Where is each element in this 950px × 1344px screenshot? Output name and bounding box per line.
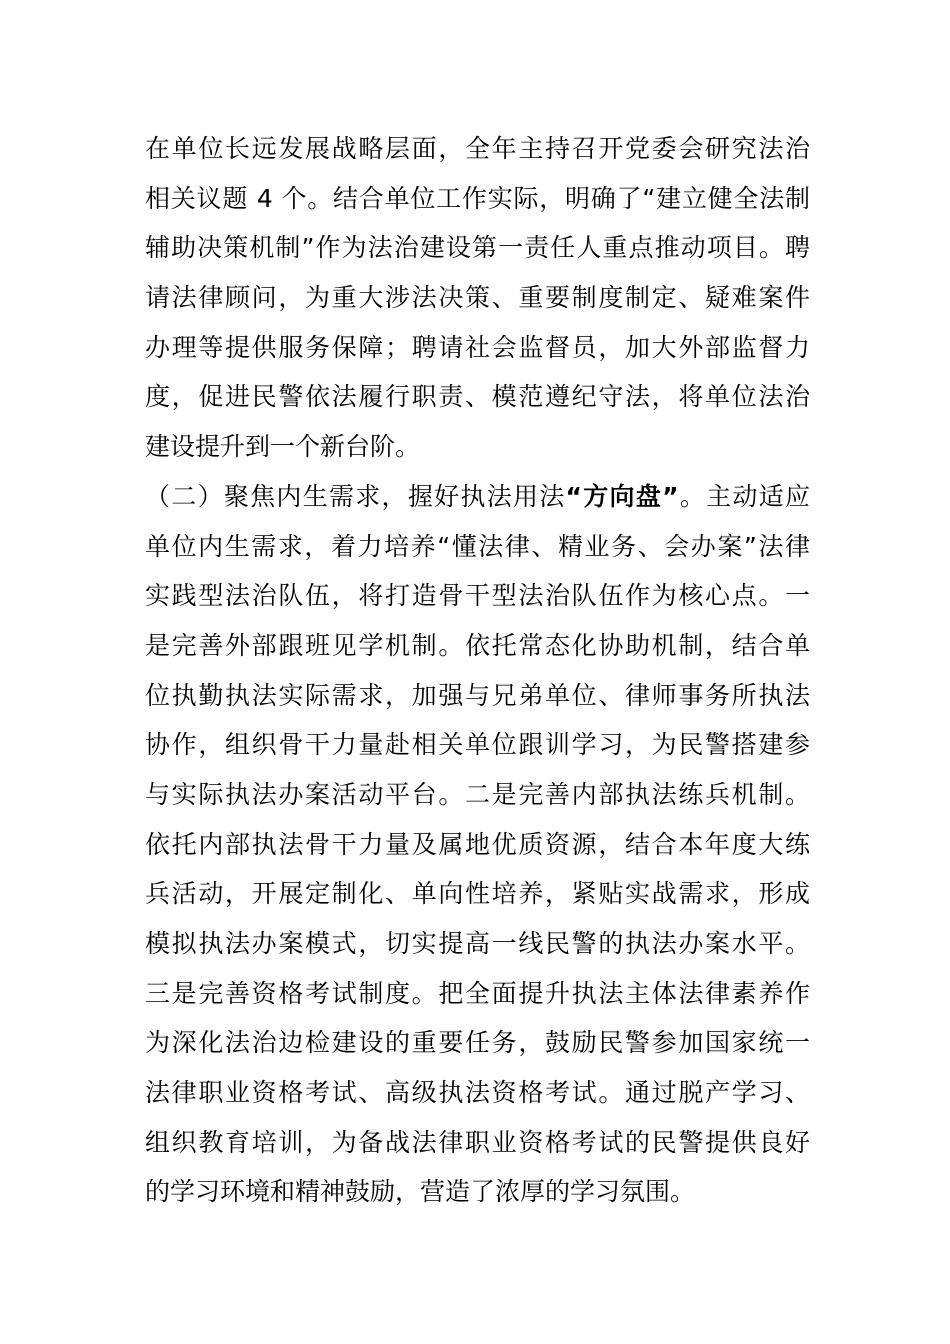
document-body — [145, 124, 810, 1217]
section-heading-start: （二）聚焦内生需求，握好执法用法 — [145, 481, 566, 511]
text-line: 依托内部执法骨干力量及属地优质资源，结合本年度大练 — [145, 829, 810, 859]
text-line: 办理等提供服务保障；聘请社会监督员，加大外部监督力 — [145, 332, 810, 362]
text-line: 建设提升到一个新台阶。 — [145, 432, 421, 462]
text-line: 组织教育培训，为备战法律职业资格考试的民警提供良好 — [145, 1127, 810, 1157]
text-line: 单位内生需求，着力培养“懂法律、精业务、会办案”法律 — [145, 531, 810, 561]
text-line: 相关议题 4 个。结合单位工作实际，明确了“建立健全法制 — [145, 183, 810, 213]
text-line: 是完善外部跟班见学机制。依托常态化协助机制，结合单 — [145, 630, 810, 660]
text-line: 请法律顾问，为重大涉法决策、重要制度制定、疑难案件 — [145, 283, 810, 313]
text-line: 辅助决策机制”作为法治建设第一责任人重点推动项目。聘 — [145, 233, 810, 263]
text-line: 法律职业资格考试、高级执法资格考试。通过脱产学习、 — [145, 1078, 810, 1108]
section-heading-emphasis: “方向盘” — [565, 481, 679, 511]
text-line: 的学习环境和精神鼓励，营造了浓厚的学习氛围。 — [145, 1177, 696, 1207]
text-line: 在单位长远发展战略层面，全年主持召开党委会研究法治 — [145, 134, 810, 163]
section-heading-rest: 。主动适应 — [678, 481, 810, 511]
text-line: 为深化法治边检建设的重要任务，鼓励民警参加国家统一 — [145, 1028, 810, 1058]
text-line: 模拟执法办案模式，切实提高一线民警的执法办案水平。 — [145, 929, 810, 958]
text-line: 度，促进民警依法履行职责、模范遵纪守法，将单位法治 — [145, 382, 810, 412]
text-line: 与实际执法办案活动平台。二是完善内部执法练兵机制。 — [145, 779, 810, 809]
text-line: 兵活动，开展定制化、单向性培养，紧贴实战需求，形成 — [145, 879, 810, 909]
text-line: 三是完善资格考试制度。把全面提升执法主体法律素养作 — [145, 978, 810, 1008]
text-line: 实践型法治队伍，将打造骨干型法治队伍作为核心点。一 — [145, 581, 810, 611]
section-heading-line — [145, 472, 810, 522]
text-line: 协作，组织骨干力量赴相关单位跟训学习，为民警搭建参 — [145, 730, 810, 760]
text-line: 位执勤执法实际需求，加强与兄弟单位、律师事务所执法 — [145, 680, 810, 710]
